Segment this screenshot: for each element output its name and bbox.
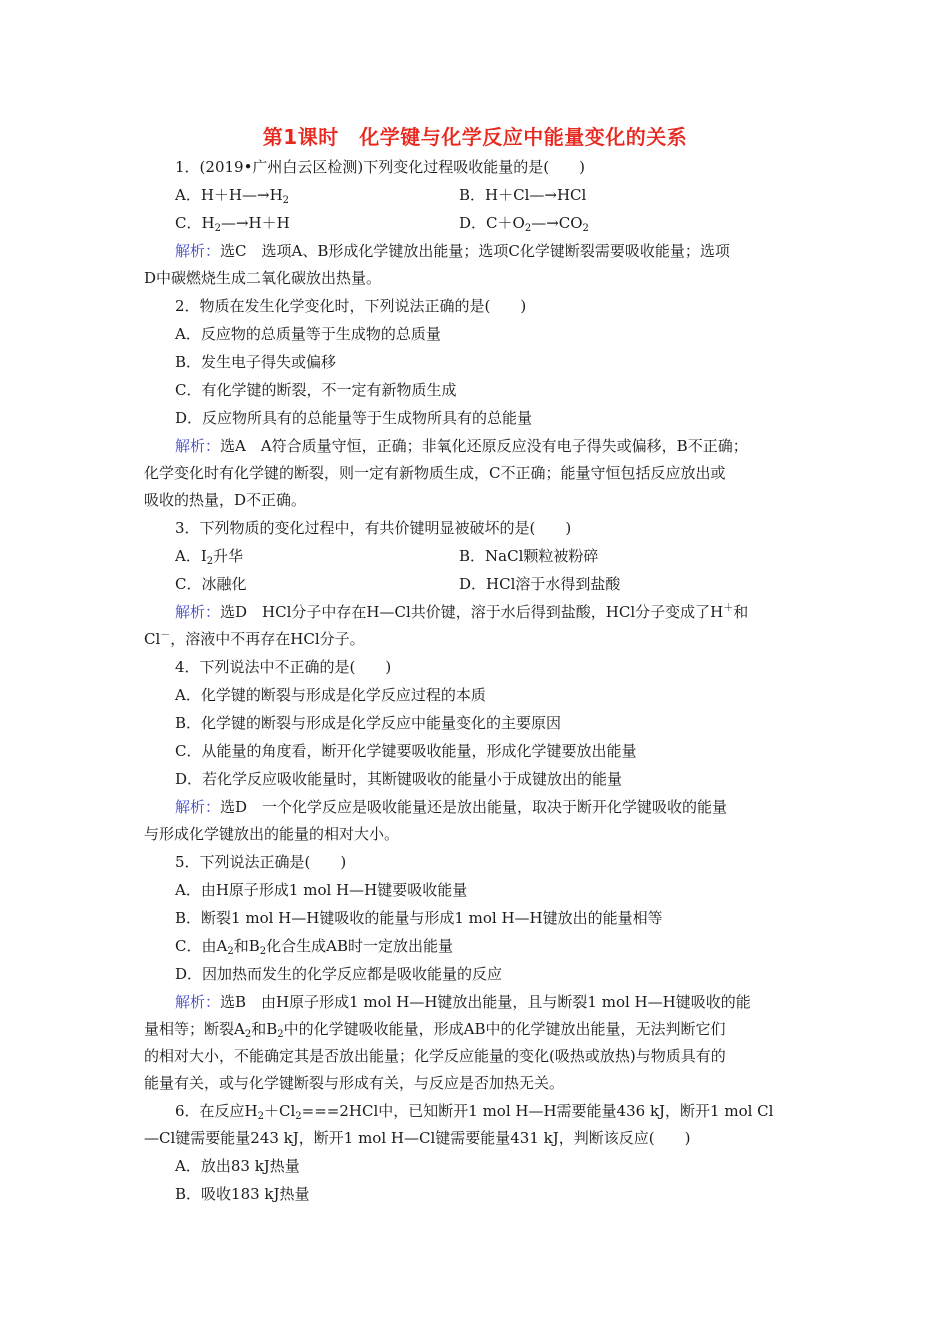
q5-option-d: D．因加热而发生的化学反应都是吸收能量的反应 [175,965,503,983]
q4-option-d: D．若化学反应吸收能量时，其断键吸收的能量小于成键放出的能量 [175,770,623,788]
q4-option-c: C．从能量的角度看，断开化学键要吸收能量，形成化学键要放出能量 [175,742,637,760]
q3-stem: 3．下列物质的变化过程中，有共价键明显被破坏的是( ) [175,519,572,537]
q1-option-c: C．$H_2—\to H+H$ [175,214,290,234]
q5-analysis: 解析：选B 由H原子形成1 mol H—H键放出能量，且与断裂1 mol H—H键吸收的能 [175,993,751,1011]
q3-option-d: D．HCl溶于水得到盐酸 [459,575,621,593]
q6-option-a: A．放出83 kJ热量 [175,1157,300,1175]
q6-stem: 6．在反应$H_2+Cl_2===2HCl$中，已知断开1 mol H—H需要能量436 kJ，断开1 mol Cl [175,1102,774,1122]
q4-option-b: B．化学键的断裂与形成是化学反应中能量变化的主要原因 [175,714,562,732]
q2-option-a: A．反应物的总质量等于生成物的总质量 [175,325,441,343]
q4-analysis-cont: 与形成化学键放出的能量的相对大小。 [144,825,400,843]
q2-analysis-cont: 吸收的热量，D不正确。 [144,491,307,509]
q3-option-c: C．冰融化 [175,575,247,593]
q3-option-a: A．$I_2$升华 [175,547,244,567]
q5-option-b: B．断裂1 mol H—H键吸收的能量与形成1 mol H—H键放出的能量相等 [175,909,663,927]
analysis-label: 解析： [175,437,221,455]
q3-analysis: 解析：选D HCl分子中存在H—Cl共价键，溶于水后得到盐酸，HCl分子变成了H＋和 [175,603,749,621]
q1-option-d: D．$C+O_2—\to CO_2$ [459,214,589,234]
q6-stem-cont: —Cl键需要能量243 kJ，断开1 mol H—Cl键需要能量431 kJ，判断该反应( ) [144,1129,691,1147]
q5-analysis-cont: 能量有关，或与化学键断裂与形成有关，与反应是否加热无关。 [144,1074,565,1092]
q6-option-b: B．吸收183 kJ热量 [175,1185,310,1203]
analysis-label: 解析： [175,798,221,816]
q1-option-a: A．$H+H—\to H_2$ [175,186,290,206]
q5-analysis-cont: 的相对大小，不能确定其是否放出能量；化学反应能量的变化(吸热或放热)与物质具有的 [144,1047,726,1065]
q2-option-b: B．发生电子得失或偏移 [175,353,337,371]
q3-option-b: B．NaCl颗粒被粉碎 [459,547,599,565]
q4-option-a: A．化学键的断裂与形成是化学反应过程的本质 [175,686,486,704]
analysis-label: 解析： [175,603,221,621]
q3-analysis-cont: Cl－，溶液中不再存在HCl分子。 [144,630,365,648]
q4-analysis: 解析：选D 一个化学反应是吸收能量还是放出能量，取决于断开化学键吸收的能量 [175,798,728,816]
q4-stem: 4．下列说法中不正确的是( ) [175,658,392,676]
q1-analysis-cont: D中碳燃烧生成二氧化碳放出热量。 [144,269,382,287]
lesson-title: 第1课时 化学键与化学反应中能量变化的关系 [262,125,688,149]
q1-option-b: B．H＋Cl—→HCl [459,186,587,204]
q5-stem: 5．下列说法正确是( ) [175,853,347,871]
analysis-label: 解析： [175,242,221,260]
q2-stem: 2．物质在发生化学变化时，下列说法正确的是( ) [175,297,527,315]
q2-analysis: 解析：选A A符合质量守恒，正确；非氧化还原反应没有电子得失或偏移，B不正确； [175,437,748,455]
q2-option-c: C．有化学键的断裂，不一定有新物质生成 [175,381,457,399]
q5-option-a: A．由H原子形成1 mol H—H键要吸收能量 [175,881,468,899]
q2-analysis-cont: 化学变化时有化学键的断裂，则一定有新物质生成，C不正确；能量守恒包括反应放出或 [144,464,726,482]
q5-analysis-cont: 量相等；断裂$A_2$和$B_2$中的化学键吸收能量，形成AB中的化学键放出能量，无法判断它们 [144,1020,726,1040]
q5-option-c: C．由$A_2$和$B_2$化合生成AB时一定放出能量 [175,937,453,957]
analysis-label: 解析： [175,993,221,1011]
q1-analysis: 解析：选C 选项A、B形成化学键放出能量；选项C化学键断裂需要吸收能量；选项 [175,242,730,260]
q1-stem: 1．(2019•广州白云区检测)下列变化过程吸收能量的是( ) [175,158,585,176]
q2-option-d: D．反应物所具有的总能量等于生成物所具有的总能量 [175,409,533,427]
